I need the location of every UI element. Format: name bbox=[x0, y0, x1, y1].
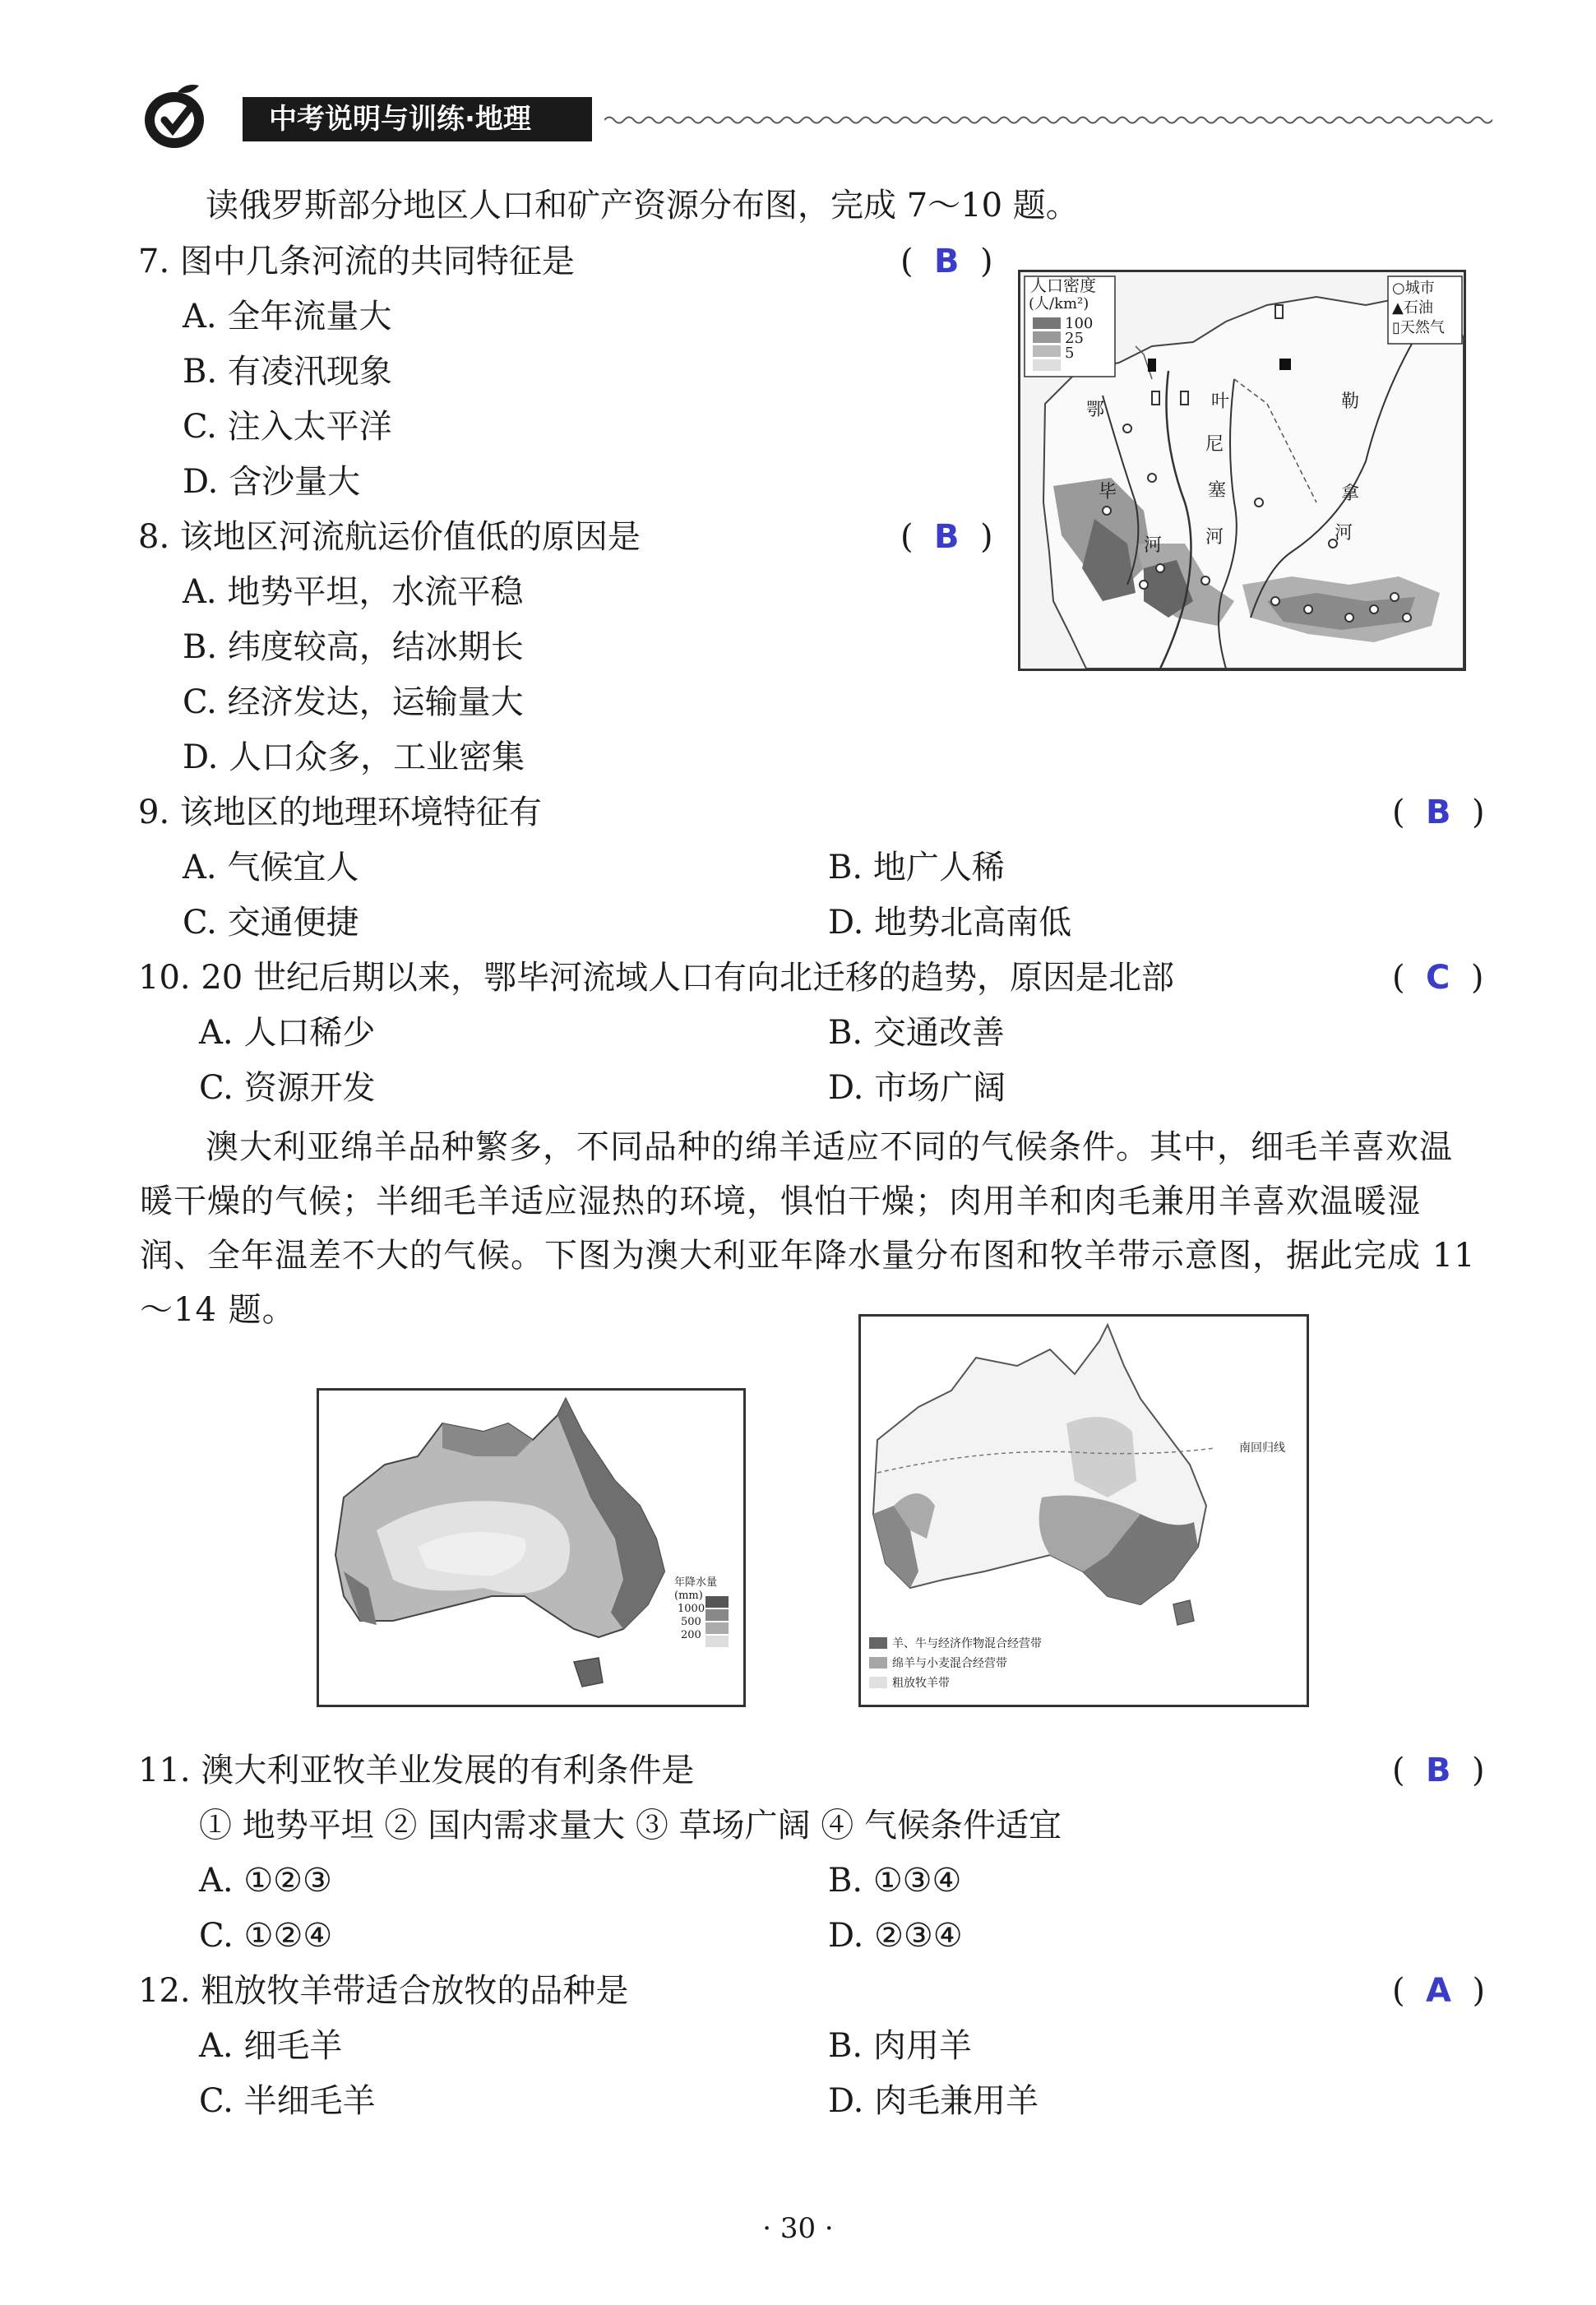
q12-option-b: B. 肉用羊 bbox=[828, 2027, 972, 2065]
q11-conditions: ① 地势平坦 ② 国内需求量大 ③ 草场广阔 ④ 气候条件适宜 bbox=[199, 1807, 1062, 1844]
header-wavy-rule bbox=[604, 112, 1492, 132]
q11-option-c: C. ①②④ bbox=[199, 1917, 333, 1955]
river-label-yenisei: 叶 bbox=[1211, 391, 1230, 412]
q7-option-a: A. 全年流量大 bbox=[183, 298, 392, 336]
rain-legend-value: 500 bbox=[681, 1616, 701, 1628]
q12-option-c: C. 半细毛羊 bbox=[199, 2082, 376, 2120]
river-label-yenisei: 尼 bbox=[1205, 434, 1224, 455]
q9-stem: 9. 该地区的地理环境特征有 bbox=[138, 794, 542, 831]
tropic-label: 南回归线 bbox=[1239, 1442, 1285, 1455]
q7-stem: 7. 图中几条河流的共同特征是 bbox=[138, 243, 575, 280]
river-label-lena: 河 bbox=[1335, 523, 1353, 544]
australia-sheep-belt-map bbox=[858, 1314, 1309, 1707]
q12-answer: ( A ) bbox=[1392, 1972, 1486, 2010]
q10-stem: 10. 20 世纪后期以来，鄂毕河流域人口有向北迁移的趋势，原因是北部 bbox=[138, 959, 1174, 997]
q8-option-b: B. 纬度较高，结冰期长 bbox=[183, 628, 524, 666]
river-label-ob: 毕 bbox=[1099, 482, 1117, 502]
page-number: · 30 · bbox=[762, 2212, 834, 2245]
russia-population-map bbox=[1018, 270, 1466, 671]
q7-option-d: D. 含沙量大 bbox=[183, 463, 361, 501]
river-label-ob: 河 bbox=[1144, 535, 1163, 556]
q7-answer: ( B ) bbox=[900, 243, 993, 280]
river-label-ob: 鄂 bbox=[1086, 400, 1105, 420]
river-label-yenisei: 塞 bbox=[1208, 480, 1227, 501]
q7-option-c: C. 注入太平洋 bbox=[183, 408, 392, 446]
q8-option-d: D. 人口众多，工业密集 bbox=[183, 738, 525, 776]
q11-option-b: B. ①③④ bbox=[828, 1862, 962, 1900]
q10-option-c: C. 资源开发 bbox=[199, 1069, 376, 1107]
russia-legend-unit: (人/km²) bbox=[1029, 295, 1089, 312]
russia-legend-value: 5 bbox=[1065, 345, 1075, 362]
q9-option-d: D. 地势北高南低 bbox=[828, 904, 1072, 942]
q11-option-a: A. ①②③ bbox=[199, 1862, 332, 1900]
q8-option-c: C. 经济发达，运输量大 bbox=[183, 683, 524, 721]
australia-rainfall-map bbox=[317, 1388, 746, 1707]
q11-stem: 11. 澳大利亚牧羊业发展的有利条件是 bbox=[138, 1752, 695, 1789]
book-title: 中考说明与训练·地理 bbox=[243, 97, 592, 141]
q12-option-d: D. 肉毛兼用羊 bbox=[828, 2082, 1039, 2120]
river-label-yenisei: 河 bbox=[1205, 527, 1224, 548]
rain-legend-value: 1000 bbox=[678, 1603, 705, 1615]
q10-option-a: A. 人口稀少 bbox=[199, 1014, 376, 1052]
apple-logo-icon bbox=[132, 79, 222, 156]
rain-legend-title: 年降水量(mm) bbox=[674, 1576, 718, 1602]
rain-legend-value: 200 bbox=[681, 1629, 701, 1641]
q10-answer: ( C ) bbox=[1392, 959, 1484, 997]
q10-option-d: D. 市场广阔 bbox=[828, 1069, 1006, 1107]
russia-symbol-city: ○城市 bbox=[1392, 280, 1435, 297]
q8-stem: 8. 该地区河流航运价值低的原因是 bbox=[138, 518, 641, 556]
intro-australia: 澳大利亚绵羊品种繁多，不同品种的绵羊适应不同的气候条件。其中，细毛羊喜欢温暖干燥的气候；半细毛羊适应湿热的环境，惧怕干燥；肉用羊和肉毛兼用羊喜欢温暖湿润、全年温差不大的气候。下图为澳大利亚年降水量分布图和牧羊带示意图，据此完成 11～14 题。 bbox=[140, 1128, 1476, 1329]
q9-answer: ( B ) bbox=[1392, 794, 1485, 831]
q11-answer: ( B ) bbox=[1392, 1752, 1485, 1789]
russia-legend-title: 人口密度 bbox=[1030, 275, 1096, 295]
russia-legend-value: 25 bbox=[1065, 330, 1084, 347]
q9-option-c: C. 交通便捷 bbox=[183, 904, 359, 942]
russia-symbol-gas: ▯天然气 bbox=[1392, 319, 1445, 336]
sheep-legend-item: 粗放牧羊带 bbox=[892, 1677, 950, 1690]
sheep-legend-item: 绵羊与小麦混合经营带 bbox=[892, 1657, 1007, 1670]
river-label-lena: 拿 bbox=[1341, 484, 1360, 504]
q8-option-a: A. 地势平坦，水流平稳 bbox=[183, 573, 524, 611]
q9-option-b: B. 地广人稀 bbox=[828, 849, 1005, 886]
river-label-lena: 勒 bbox=[1341, 391, 1360, 412]
sheep-legend-item: 羊、牛与经济作物混合经营带 bbox=[892, 1637, 1042, 1650]
q11-option-d: D. ②③④ bbox=[828, 1917, 963, 1955]
russia-symbol-oil: ▲石油 bbox=[1392, 299, 1433, 317]
q9-option-a: A. 气候宜人 bbox=[183, 849, 359, 886]
intro-russia: 读俄罗斯部分地区人口和矿产资源分布图，完成 7～10 题。 bbox=[206, 187, 1079, 224]
q12-option-a: A. 细毛羊 bbox=[199, 2027, 343, 2065]
q12-stem: 12. 粗放牧羊带适合放牧的品种是 bbox=[138, 1972, 629, 2010]
russia-legend-value: 100 bbox=[1065, 315, 1094, 332]
q10-option-b: B. 交通改善 bbox=[828, 1014, 1005, 1052]
q8-answer: ( B ) bbox=[900, 518, 993, 556]
q7-option-b: B. 有凌汛现象 bbox=[183, 353, 392, 391]
